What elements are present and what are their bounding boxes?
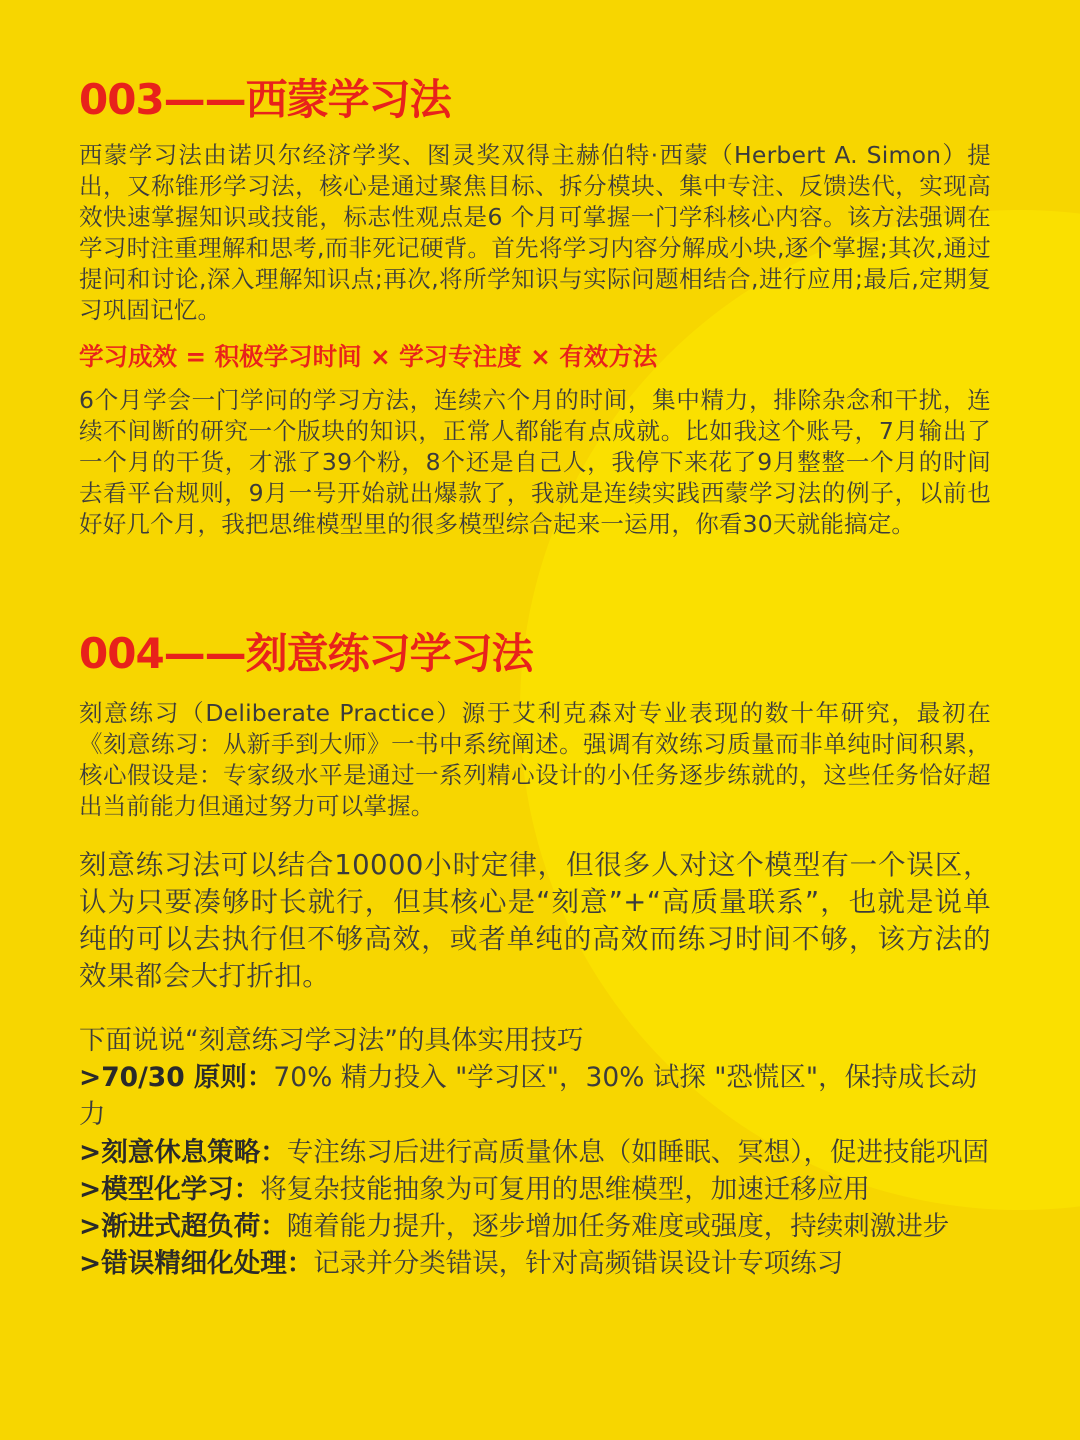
section-004-heading: 004——刻意练习学习法	[79, 629, 533, 678]
learning-formula: 学习成效 = 积极学习时间 × 学习专注度 × 有效方法	[79, 342, 658, 371]
practice-tips	[79, 1022, 991, 1282]
section-003-heading: 003——西蒙学习法	[79, 75, 451, 124]
tip-item	[79, 1134, 991, 1171]
tips-intro: 下面说说“刻意练习学习法”的具体实用技巧	[79, 1025, 584, 1056]
section-003-intro-paragraph: 西蒙学习法由诺贝尔经济学奖、图灵奖双得主赫伯特·西蒙（Herbert A. Simon）提出，又称锥形学习法，核心是通过聚焦目标、拆分模块、集中专注、反馈迭代，实现高效快速掌握知识或技能，标志性观点是6 个月可掌握一门学科核心内容。该方法强调在学习时注重理解和思考,而非死记硬背。首先将学习内容分解成小块,逐个掌握;其次,通过提问和讨论,深入理解知识点;再次,将所学知识与实际问题相结合,进行应用;最后,定期复习巩固记忆。	[79, 141, 991, 324]
tip-text: 将复杂技能抽象为可复用的思维模型，加速迁移应用	[260, 1173, 870, 1205]
tip-item	[79, 1208, 991, 1245]
section-004-explanation-paragraph: 刻意练习法可以结合10000小时定律，但很多人对这个模型有一个误区，认为只要凑够时长就行，但其核心是“刻意”+“高质量联系”，也就是说单纯的可以去执行但不够高效，或者单纯的高效而练习时间不够，该方法的效果都会大打折扣。	[79, 849, 991, 992]
tip-item	[79, 1059, 991, 1133]
tip-item	[79, 1245, 991, 1282]
tip-title: >错误精细化处理：	[79, 1248, 314, 1280]
section-003-example-paragraph: 6个月学会一门学问的学习方法，连续六个月的时间，集中精力，排除杂念和干扰，连续不间断的研究一个版块的知识，正常人都能有点成就。比如我这个账号，7月输出了一个月的干货，才涨了39个粉，8个还是自己人，我停下来花了9月整整一个月的时间去看平台规则，9月一号开始就出爆款了，我就是连续实践西蒙学习法的例子，以前也好好几个月，我把思维模型里的很多模型综合起来一运用，你看30天就能搞定。	[79, 386, 991, 538]
tip-text: 随着能力提升，逐步增加任务难度或强度，持续刺激进步	[286, 1211, 950, 1243]
section-004-intro-paragraph: 刻意练习（Deliberate Practice）源于艾利克森对专业表现的数十年研究，最初在《刻意练习：从新手到大师》一书中系统阐述。强调有效练习质量而非单纯时间积累，核心假设是：专家级水平是通过一系列精心设计的小任务逐步练就的，这些任务恰好超出当前能力但通过努力可以掌握。	[79, 699, 991, 820]
tip-title: >模型化学习：	[79, 1173, 261, 1205]
tip-text: 专注练习后进行高质量休息（如睡眠、冥想），促进技能巩固	[286, 1136, 989, 1168]
tip-title: >渐进式超负荷：	[79, 1211, 287, 1243]
tip-item	[79, 1171, 991, 1208]
tip-title: >70/30 原则：	[79, 1062, 274, 1094]
tip-text: 70% 精力投入 "学习区"，30% 试探 "恐慌区"，保持成长动力	[79, 1062, 978, 1131]
tip-text: 记录并分类错误，针对高频错误设计专项练习	[313, 1248, 844, 1280]
tip-title: >刻意休息策略：	[79, 1136, 287, 1168]
